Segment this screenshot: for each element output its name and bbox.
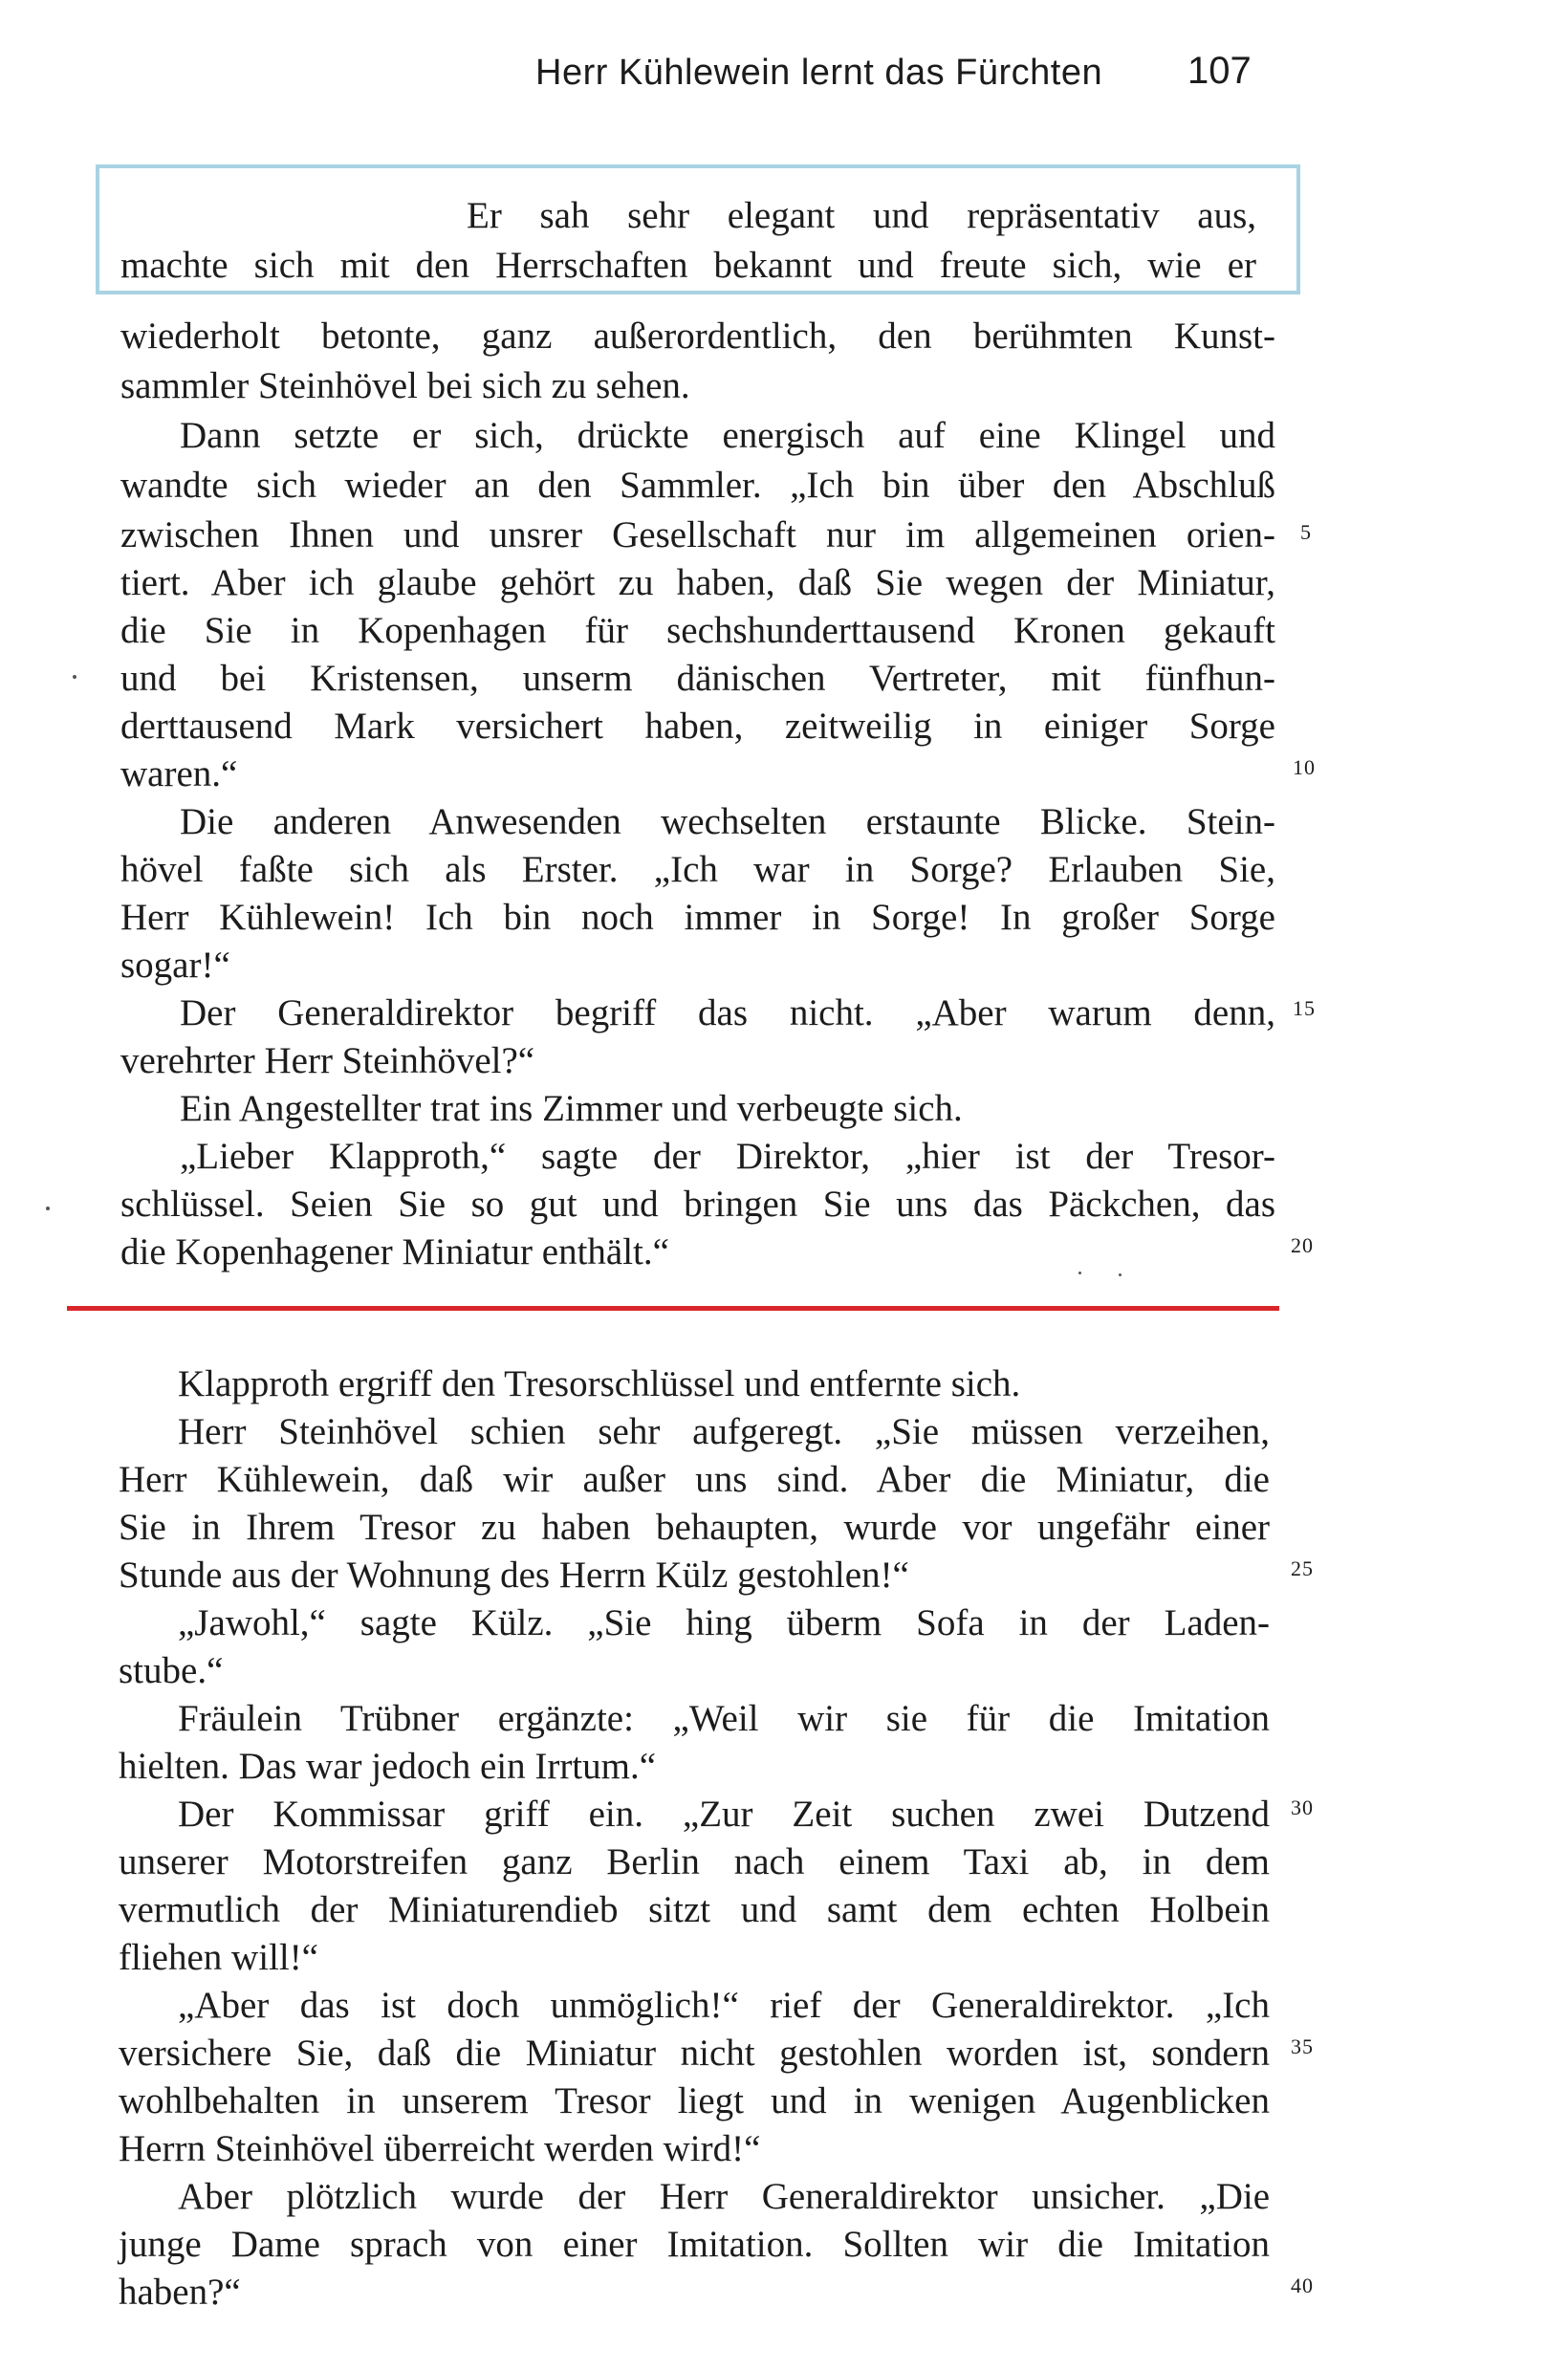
page-number: 107 [1187,50,1252,92]
text-line: hövel faßte sich als Erster. „Ich war in Sorge? Erlauben Sie, [120,849,1275,890]
text-line: wohlbehalten in unserem Tresor liegt und in wenigen Augenblicken [119,2080,1270,2121]
text-line: Aber plötzlich wurde der Herr Generaldirektor unsicher. „Die [178,2176,1270,2217]
text-line: „Jawohl,“ sagte Külz. „Sie hing überm Sofa in der Laden- [178,1602,1270,1643]
text-line: Stunde aus der Wohnung des Herrn Külz gestohlen!“ [119,1555,909,1596]
text-line: waren.“ [120,753,238,794]
text-line: Sie in Ihrem Tresor zu haben behaupten, wurde vor ungefähr einer [119,1507,1270,1548]
text-line: Die anderen Anwesenden wechselten erstaunte Blicke. Stein- [180,801,1275,842]
text-line: vermutlich der Miniaturendieb sitzt und samt dem echten Holbein [119,1889,1270,1930]
text-line: junge Dame sprach von einer Imitation. Sollten wir die Imitation [119,2224,1270,2265]
text-line: „Aber das ist doch unmöglich!“ rief der Generaldirektor. „Ich [178,1985,1270,2026]
margin-line-number: 5 [1300,520,1312,544]
text-line: hielten. Das war jedoch ein Irrtum.“ [119,1746,657,1787]
running-header-title: Herr Kühlewein lernt das Fürchten [535,53,1103,93]
text-line: wandte sich wieder an den Sammler. „Ich bin über den Abschluß [120,465,1275,506]
text-line: und bei Kristensen, unserm dänischen Vertreter, mit fünfhun- [120,658,1275,699]
margin-line-number: 40 [1291,2273,1314,2297]
margin-line-number: 30 [1291,1795,1314,1819]
text-line: Ein Angestellter trat ins Zimmer und verbeugte sich. [180,1088,963,1129]
text-line: Herr Kühlewein, daß wir außer uns sind. Aber die Miniatur, die [119,1459,1270,1500]
text-line: sammler Steinhövel bei sich zu sehen. [120,365,690,406]
text-line: Klapproth ergriff den Tresorschlüssel und entfernte sich. [178,1363,1021,1404]
red-divider-line [67,1306,1279,1311]
text-line: derttausend Mark versichert haben, zeitweilig in einiger Sorge [120,706,1275,747]
text-line: tiert. Aber ich glaube gehört zu haben, daß Sie wegen der Miniatur, [120,562,1275,603]
scan-speck [73,675,76,679]
text-line: sogar!“ [120,945,230,986]
margin-line-number: 15 [1293,996,1316,1020]
text-line: Er sah sehr elegant und repräsentativ aus, [467,195,1256,236]
text-line: Herr Kühlewein! Ich bin noch immer in Sorge! In großer Sorge [120,897,1275,938]
text-line: Der Kommissar griff ein. „Zur Zeit suchen zwei Dutzend [178,1794,1270,1835]
margin-line-number: 25 [1291,1556,1314,1580]
text-line: machte sich mit den Herrschaften bekannt und freute sich, wie er [120,245,1256,286]
text-line: zwischen Ihnen und unsrer Gesellschaft nur im allgemeinen orien- [120,514,1275,555]
text-line: unserer Motorstreifen ganz Berlin nach einem Taxi ab, in dem [119,1841,1270,1882]
text-line: Herr Steinhövel schien sehr aufgeregt. „Sie müssen verzeihen, [178,1411,1270,1452]
text-line: fliehen will!“ [119,1937,318,1978]
scan-speck [1078,1272,1081,1274]
margin-line-number: 10 [1293,755,1316,779]
text-line: Der Generaldirektor begriff das nicht. „Aber warum denn, [180,992,1275,1033]
text-line: Fräulein Trübner ergänzte: „Weil wir sie für die Imitation [178,1698,1270,1739]
text-line: schlüssel. Seien Sie so gut und bringen Sie uns das Päckchen, das [120,1184,1275,1225]
text-line: verehrter Herr Steinhövel?“ [120,1040,535,1081]
text-line: „Lieber Klapproth,“ sagte der Direktor, „hier ist der Tresor- [180,1136,1275,1177]
scan-speck [1119,1273,1122,1276]
text-line: die Kopenhagener Miniatur enthält.“ [120,1231,669,1273]
text-line: Dann setzte er sich, drückte energisch auf eine Klingel und [180,415,1275,456]
text-line: wiederholt betonte, ganz außerordentlich, den berühmten Kunst- [120,315,1275,357]
text-line: stube.“ [119,1650,224,1691]
text-line: versichere Sie, daß die Miniatur nicht gestohlen worden ist, sondern [119,2033,1270,2074]
margin-line-number: 35 [1291,2034,1314,2058]
scan-speck [46,1207,50,1210]
margin-line-number: 20 [1291,1233,1314,1257]
text-line: die Sie in Kopenhagen für sechshunderttausend Kronen gekauft [120,610,1275,651]
text-line: haben?“ [119,2272,241,2313]
text-line: Herrn Steinhövel überreicht werden wird!“ [119,2128,761,2169]
